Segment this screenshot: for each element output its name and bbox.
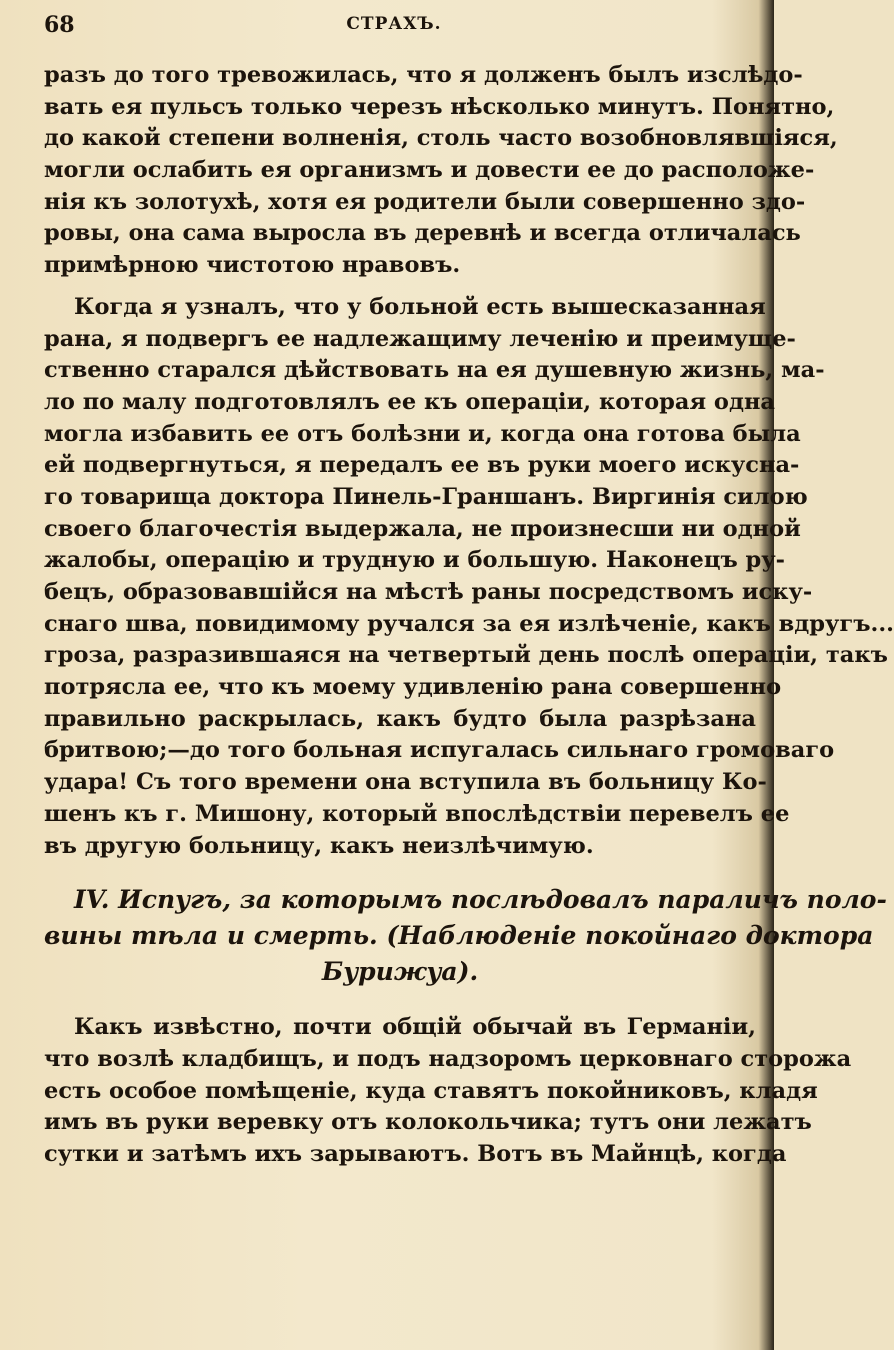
text-line: рана, я подвергъ ее надлежащиму леченію и преимуще- bbox=[44, 325, 796, 352]
text-line: сутки и затѣмъ ихъ зарываютъ. Вотъ въ Майнцѣ, когда bbox=[44, 1140, 787, 1167]
text-line: ровы, она сама выросла въ деревнѣ и всегда отличалась bbox=[44, 220, 801, 247]
section-heading bbox=[44, 882, 887, 990]
text-line: правильно раскрылась, какъ будто была разрѣзана bbox=[44, 705, 756, 732]
text-line: могли ослабить ея организмъ и довести ее до расположе- bbox=[44, 157, 815, 184]
page-number: 68 bbox=[44, 12, 75, 38]
text-line: до какой степени волненія, столь часто возобновлявшіяся, bbox=[44, 125, 838, 152]
page-header bbox=[44, 12, 744, 42]
page-body bbox=[44, 60, 894, 1171]
text-line: ло по малу подготовлялъ ее къ операціи, которая одна bbox=[44, 388, 775, 415]
text-line: гроза, разразившаяся на четвертый день послѣ операціи, такъ bbox=[44, 642, 888, 669]
text-line: жалобы, операцію и трудную и большую. Наконецъ ру- bbox=[44, 547, 786, 574]
text-line: Когда я узналъ, что у больной есть вышесказанная bbox=[74, 293, 766, 320]
text-line: имъ въ руки веревку отъ колокольчика; тутъ они лежатъ bbox=[44, 1109, 812, 1136]
text-line: ей подвергнуться, я передалъ ее въ руки моего искусна- bbox=[44, 452, 800, 479]
paragraph bbox=[44, 1012, 852, 1170]
text-line: въ другую больницу, какъ неизлѣчимую. bbox=[44, 832, 594, 859]
text-line: вать ея пульсъ только черезъ нѣсколько минутъ. Понятно, bbox=[44, 93, 835, 120]
text-line: удара! Съ того времени она вступила въ больницу Ко- bbox=[44, 769, 767, 796]
text-line: снаго шва, повидимому ручался за ея излѣченіе, какъ вдругъ... bbox=[44, 610, 894, 637]
heading-line: Бурижуа). bbox=[321, 957, 479, 987]
text-line: бецъ, образовавшійся на мѣстѣ раны посредствомъ иску- bbox=[44, 579, 813, 605]
text-line: могла избавить ее отъ болѣзни и, когда она готова была bbox=[44, 420, 801, 447]
heading-line: IV. Испугъ, за которымъ послѣдовалъ параличъ поло- bbox=[74, 885, 887, 915]
paragraph bbox=[44, 292, 894, 862]
heading-line: вины тѣла и смерть. (Наблюденіе покойнаго доктора bbox=[44, 921, 874, 951]
text-line: Какъ извѣстно, почти общій обычай въ Германіи, bbox=[74, 1014, 756, 1041]
running-title: СТРАХЪ. bbox=[346, 14, 442, 34]
text-line: ственно старался дѣйствовать на ея душевную жизнь, ма- bbox=[44, 357, 825, 384]
text-line: шенъ къ г. Мишону, который впослѣдствіи перевелъ ее bbox=[44, 800, 790, 827]
paragraph bbox=[44, 60, 838, 282]
text-line: своего благочестія выдержала, не произнесши ни одной bbox=[44, 515, 801, 542]
text-line: примѣрною чистотою нравовъ. bbox=[44, 252, 461, 279]
text-line: есть особое помѣщеніе, куда ставятъ покойниковъ, кладя bbox=[44, 1077, 818, 1104]
text-line: что возлѣ кладбищъ, и подъ надзоромъ церковнаго сторожа bbox=[44, 1045, 852, 1072]
text-line: разъ до того тревожилась, что я долженъ былъ изслѣдо- bbox=[44, 62, 803, 88]
text-line: го товарища доктора Пинель-Граншанъ. Виргинія силою bbox=[44, 483, 808, 510]
text-line: потрясла ее, что къ моему удивленію рана совершенно bbox=[44, 674, 782, 701]
text-line: нія къ золотухѣ, хотя ея родители были совершенно здо- bbox=[44, 188, 806, 215]
text-line: бритвою;—до того больная испугалась сильнаго громоваго bbox=[44, 737, 835, 764]
